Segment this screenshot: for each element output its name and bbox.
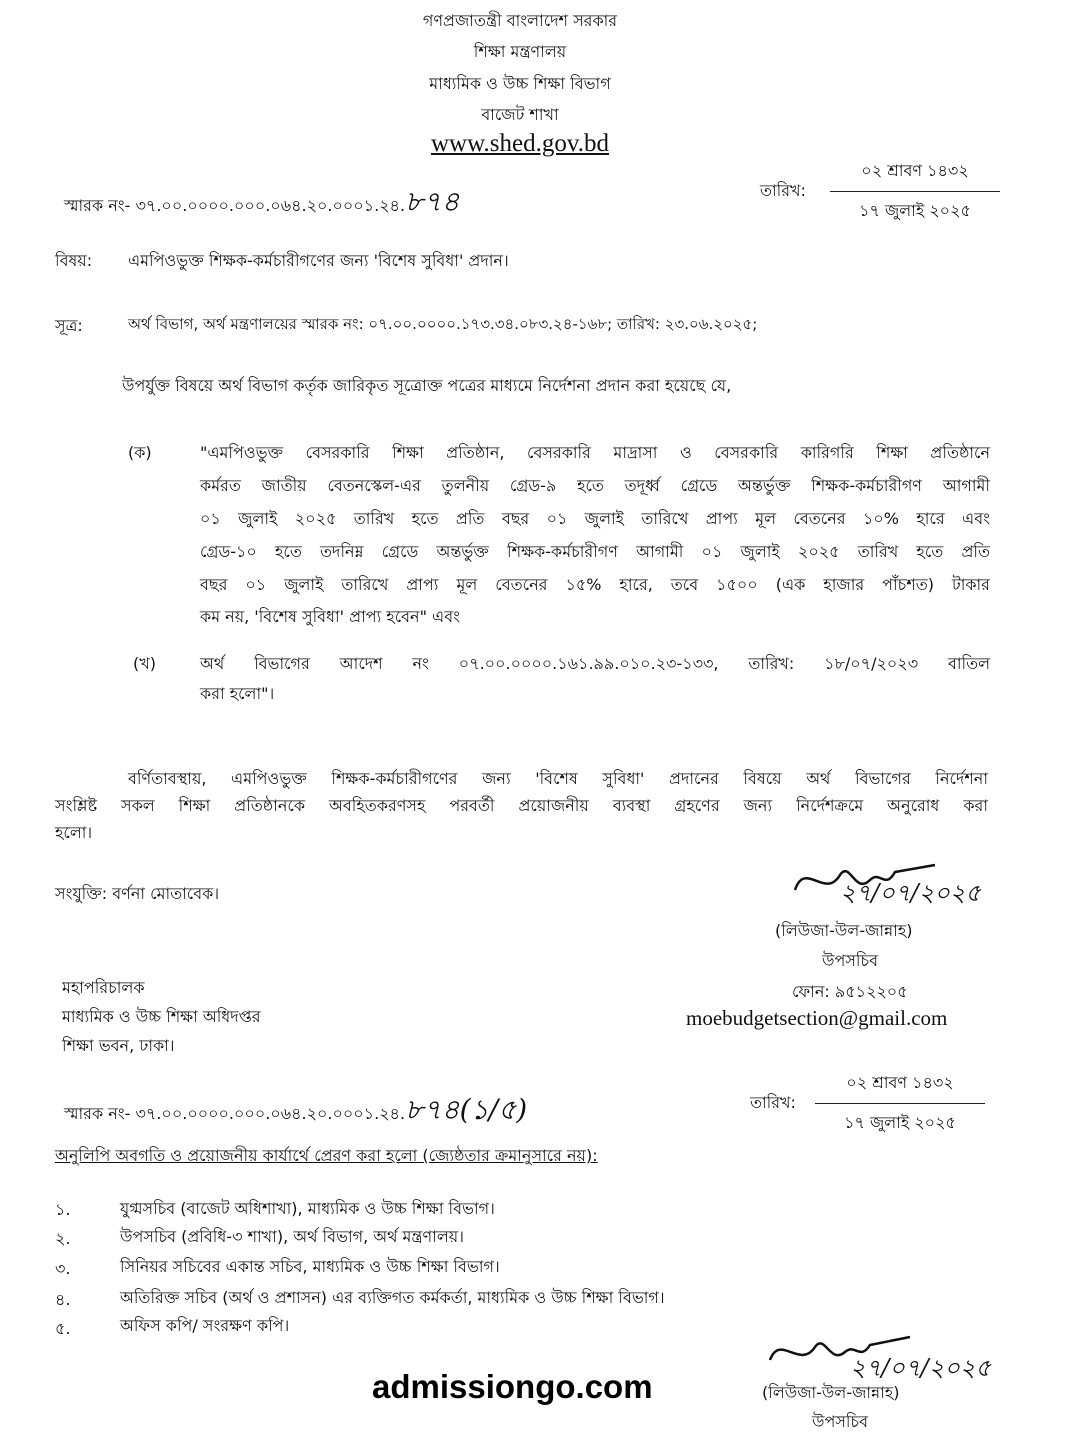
- copy-item-number: ২.: [55, 1229, 71, 1248]
- clause-ka-line: কর্মরত জাতীয় বেতনস্কেল-এর তুলনীয় গ্রেড-৯ হতে তদূর্ধ্ব গ্রেডে অন্তর্ভুক্ত শিক্ষক-কর্মচারীগণ আগামী: [200, 476, 990, 495]
- date-block: [830, 158, 1000, 225]
- recipient-address: শিক্ষা ভবন, ঢাকা।: [62, 1036, 175, 1055]
- handwritten-number: ৮৭৪(১/৫): [405, 1093, 528, 1126]
- reference-text: অর্থ বিভাগ, অর্থ মন্ত্রণালয়ের স্মারক নং: ০৭.০০.০০০০.১৭৩.৩৪.০৮৩.২৪-১৬৮; তারিখ: ২৩.০৬.২০২৫;: [128, 315, 758, 333]
- date-bangla: ০২ শ্রাবণ ১৪৩২: [830, 158, 1000, 192]
- memo2-number: [64, 1088, 527, 1135]
- closing-line: সংশ্লিষ্ট সকল শিক্ষা প্রতিষ্ঠানকে অবহিতকরণসহ পরবর্তী প্রয়োজনীয় ব্যবস্থা গ্রহণের জন্য নির্দেশক্রমে অনুরোধ করা: [55, 796, 988, 815]
- division-name: মাধ্যমিক ও উচ্চ শিক্ষা বিভাগ: [429, 74, 611, 93]
- branch-name: বাজেট শাখা: [481, 105, 559, 124]
- clause-kha-line: করা হলো"।: [200, 684, 275, 703]
- clause-ka-line: বছর ০১ জুলাই তারিখে প্রাপ্য মূল বেতনের ১৫% হারে, তবে ১৫০০ (এক হাজার পাঁচশত) টাকার: [200, 575, 990, 594]
- date-label: তারিখ:: [760, 181, 806, 200]
- date-english: ১৭ জুলাই ২০২৫: [859, 201, 971, 220]
- memo-number: [64, 180, 460, 227]
- clause-ka-line: ০১ জুলাই ২০২৫ তারিখ হতে প্রতি বছর ০১ জুলাই তারিখে প্রাপ্য মূল বেতনের ১০% হারে এবং: [200, 509, 990, 528]
- copy-item-number: ১.: [55, 1200, 71, 1219]
- copy-item-number: ৫.: [55, 1319, 71, 1338]
- closing-line: হলো।: [55, 823, 93, 842]
- reference-label: সূত্র:: [55, 316, 83, 335]
- copy-item-text: যুগ্মসচিব (বাজেট অধিশাখা), মাধ্যমিক ও উচ্চ শিক্ষা বিভাগ।: [120, 1199, 495, 1218]
- copy-item-text: অফিস কপি/ সংরক্ষণ কপি।: [120, 1316, 290, 1335]
- closing-line: বর্ণিতাবস্থায়, এমপিওভুক্ত শিক্ষক-কর্মচারীগণের জন্য 'বিশেষ সুবিধা' প্রদানের বিষয়ে অর্থ বিভাগের নির্দেশনা: [128, 769, 988, 788]
- copy-item-number: ৪.: [55, 1290, 71, 1309]
- copy-item-text: সিনিয়র সচিবের একান্ত সচিব, মাধ্যমিক ও উচ্চ শিক্ষা বিভাগ।: [120, 1257, 500, 1276]
- recipient-office: মাধ্যমিক ও উচ্চ শিক্ষা অধিদপ্তর: [62, 1007, 261, 1026]
- attachment-note: সংযুক্তি: বর্ণনা মোতাবেক।: [55, 884, 220, 903]
- handwritten-number: ৮৭৪: [405, 185, 460, 218]
- date-label: তারিখ:: [750, 1093, 796, 1112]
- site-watermark: admissiongo.com: [372, 1368, 653, 1405]
- ministry-name: শিক্ষা মন্ত্রণালয়: [473, 42, 567, 61]
- clause-ka-line: "এমপিওভুক্ত বেসরকারি শিক্ষা প্রতিষ্ঠান, বেসরকারি মাদ্রাসা ও বেসরকারি কারিগরি শিক্ষা প্রতিষ্ঠানে: [200, 443, 990, 462]
- copy-heading: অনুলিপি অবগতি ও প্রয়োজনীয় কার্যার্থে প্রেরণ করা হলো (জ্যেষ্ঠতার ক্রমানুসারে নয়):: [55, 1146, 598, 1165]
- memo-label: স্মারক নং-: [64, 196, 131, 215]
- memo-number-text: ৩৭.০০.০০০০.০০০.০৬৪.২০.০০০১.২৪.: [135, 196, 406, 215]
- signature-date: ২৭/০৭/২০২৫: [840, 879, 981, 907]
- date-english: ১৭ জুলাই ২০২৫: [844, 1113, 956, 1132]
- clause-ka-marker: (ক): [128, 443, 152, 462]
- signatory-email[interactable]: moebudgetsection@gmail.com: [686, 1006, 948, 1030]
- date-bangla: ০২ শ্রাবণ ১৪৩২: [815, 1070, 985, 1104]
- intro-text: উপর্যুক্ত বিষয়ে অর্থ বিভাগ কর্তৃক জারিকৃত সূত্রোক্ত পত্রের মাধ্যমে নির্দেশনা প্রদান করা হয়েছে যে,: [122, 376, 732, 395]
- govt-name: গণপ্রজাতন্ত্রী বাংলাদেশ সরকার: [422, 11, 618, 30]
- memo2-label: স্মারক নং-: [64, 1104, 131, 1123]
- recipient-title: মহাপরিচালক: [62, 978, 145, 997]
- signatory-name: (লিউজা-উল-জান্নাহ): [775, 921, 913, 940]
- website-link[interactable]: www.shed.gov.bd: [431, 130, 609, 157]
- date-block: [815, 1070, 985, 1137]
- clause-ka-line: গ্রেড-১০ হতে তদনিম্ন গ্রেডে অন্তর্ভুক্ত শিক্ষক-কর্মচারীগণ আগামী ০১ জুলাই ২০২৫ তারিখ হতে প্রতি: [200, 542, 990, 561]
- copy-item-text: উপসচিব (প্রবিধি-৩ শাখা), অর্থ বিভাগ, অর্থ মন্ত্রণালয়।: [120, 1227, 464, 1246]
- copy-item-number: ৩.: [55, 1259, 71, 1278]
- subject-label: বিষয়:: [55, 251, 93, 270]
- copy-item-text: অতিরিক্ত সচিব (অর্থ ও প্রশাসন) এর ব্যক্তিগত কর্মকর্তা, মাধ্যমিক ও উচ্চ শিক্ষা বিভাগ।: [120, 1288, 665, 1307]
- clause-ka-line: কম নয়, 'বিশেষ সুবিধা' প্রাপ্য হবেন" এবং: [200, 607, 461, 626]
- signatory-phone: ফোন: ৯৫১২২০৫: [792, 982, 908, 1001]
- subject-text: এমপিওভুক্ত শিক্ষক-কর্মচারীগণের জন্য 'বিশেষ সুবিধা' প্রদান।: [128, 251, 509, 270]
- clause-kha-marker: (খ): [133, 654, 156, 673]
- signatory-name: (লিউজা-উল-জান্নাহ): [762, 1383, 900, 1402]
- clause-kha-line: অর্থ বিভাগের আদেশ নং ০৭.০০.০০০০.১৬১.৯৯.০১০.২৩-১৩৩, তারিখ: ১৮/০৭/২০২৩ বাতিল: [200, 654, 990, 673]
- signature-date: ২৭/০৭/২০২৫: [850, 1354, 991, 1382]
- signatory-designation: উপসচিব: [822, 951, 879, 970]
- memo2-number-text: ৩৭.০০.০০০০.০০০.০৬৪.২০.০০০১.২৪.: [135, 1104, 406, 1123]
- signatory-designation: উপসচিব: [812, 1412, 869, 1431]
